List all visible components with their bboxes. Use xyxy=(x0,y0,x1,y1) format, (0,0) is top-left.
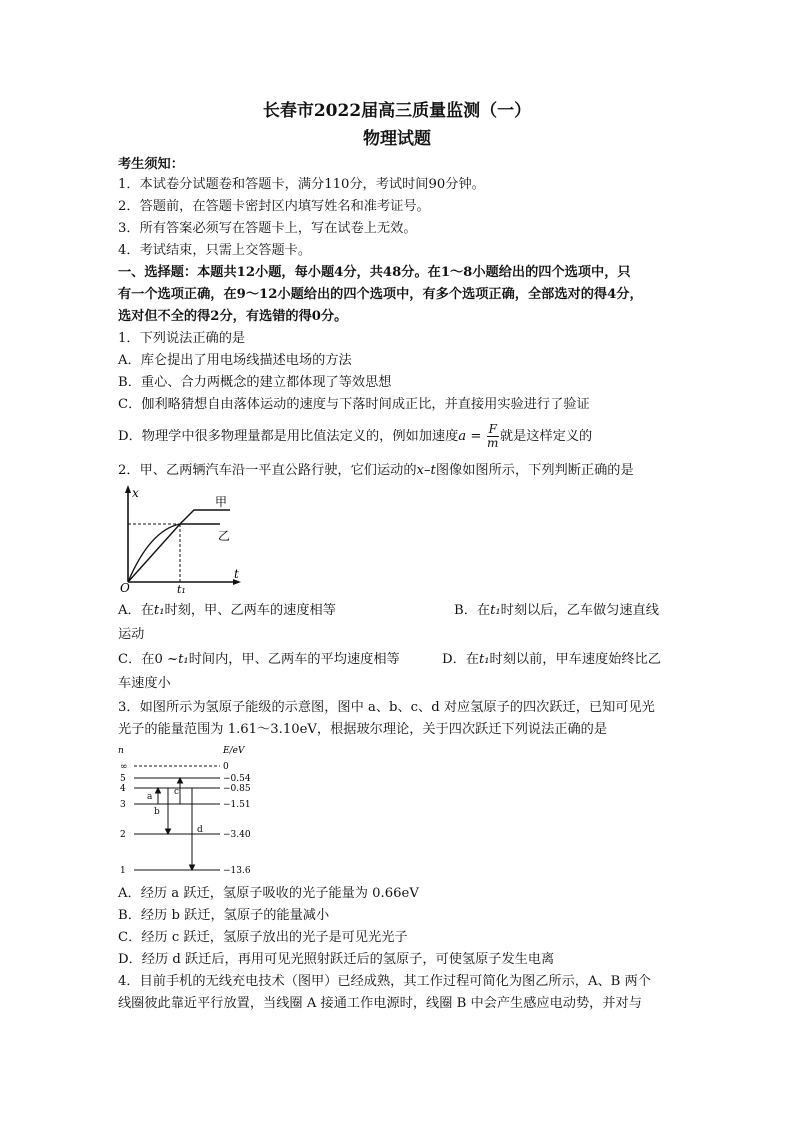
transition-a-arrow xyxy=(156,788,161,793)
question-2-option-b-cont: 运动 xyxy=(118,627,145,642)
origin-label: O xyxy=(120,581,130,595)
yi-label: 乙 xyxy=(218,529,231,543)
option-d-text: D．物理学中很多物理量都是用比值法定义的，例如加速度 xyxy=(118,429,459,444)
question-4-stem: 4．目前手机的无线充电技术（图甲）已经成熟，其工作过程可简化为图乙所示，A、B 两个 xyxy=(118,974,651,989)
stem-variable: x–t xyxy=(416,463,436,478)
transition-d-label: d xyxy=(197,825,203,835)
section-instructions: 一、选择题：本题共12小题，每小题4分，共48分。在1～8小题给出的四个选项中，只 xyxy=(118,265,631,280)
fraction-denominator: m xyxy=(487,436,499,450)
option-c-text-end: 时间内，甲、乙两车的平均速度相等 xyxy=(188,652,400,667)
option-a-variable: t₁ xyxy=(153,603,165,618)
question-2-option-c xyxy=(118,650,400,670)
question-2-option-d xyxy=(442,650,661,670)
yi-curve xyxy=(128,524,220,582)
section-instructions: 选对但不全的得2分，有选错的得0分。 xyxy=(118,309,348,324)
formula-equals: = xyxy=(466,429,486,444)
energy-level-diagram xyxy=(112,742,262,880)
question-2-option-a xyxy=(118,601,336,621)
transition-c-label: c xyxy=(174,787,180,797)
xt-graph xyxy=(112,482,247,595)
notice-item: 2．答题前，在答题卡密封区内填写姓名和准考证号。 xyxy=(118,199,430,214)
n-label: n xyxy=(118,746,124,756)
question-3-option-b: B．经历 b 跃迁，氢原子的能量减小 xyxy=(118,908,330,923)
t1-label: t₁ xyxy=(177,583,186,595)
level-energy-label: −1.51 xyxy=(223,800,251,810)
stem-text: 2．甲、乙两辆汽车沿一平直公路行驶，它们运动的 xyxy=(118,463,417,478)
notice-item: 1．本试卷分试题卷和答题卡，满分110分，考试时间90分钟。 xyxy=(118,177,485,192)
question-1-option-b: B．重心、合力两概念的建立都体现了等效思想 xyxy=(118,375,392,390)
level-n-label: 1 xyxy=(120,866,126,876)
level-n-label: 2 xyxy=(120,830,126,840)
notice-heading: 考生须知： xyxy=(118,157,184,172)
notice-item: 4．考试结束，只需上交答题卡。 xyxy=(118,243,312,258)
energy-unit-label: E/eV xyxy=(223,746,245,756)
formula-fraction xyxy=(487,423,499,450)
question-2-option-d-cont: 车速度小 xyxy=(118,676,171,691)
level-n-label: 3 xyxy=(120,800,126,810)
level-energy-label: −13.6 xyxy=(223,866,251,876)
option-d-text-end: 就是这样定义的 xyxy=(499,429,593,444)
question-3-option-c: C．经历 c 跃迁，氢原子放出的光子是可见光光子 xyxy=(118,930,408,945)
stem-text-end: 图像如图所示，下列判断正确的是 xyxy=(435,463,634,478)
question-2-option-b xyxy=(454,601,659,621)
transition-d-arrow xyxy=(190,865,195,870)
question-3-stem-cont: 光子的能量范围为 1.61～3.10eV，根据玻尔理论，关于四次跃迁下列说法正确的是 xyxy=(118,722,608,737)
section-instructions: 有一个选项正确，在9～12小题给出的四个选项中，有多个选项正确，全部选对的得4分， xyxy=(118,287,643,302)
formula-variable: a xyxy=(458,429,467,444)
transition-b-arrow xyxy=(166,829,171,834)
transition-c-arrow xyxy=(178,778,183,783)
question-1-option-c: C．伽利略猜想自由落体运动的速度与下落时间成正比，并直接用实验进行了验证 xyxy=(118,397,590,412)
fraction-numerator: F xyxy=(488,422,497,436)
option-b-text: B．在 xyxy=(454,603,491,618)
question-1-stem: 1．下列说法正确的是 xyxy=(118,331,246,346)
level-n-label: 5 xyxy=(120,774,126,784)
level-energy-label: −3.40 xyxy=(223,830,251,840)
question-3-stem: 3．如图所示为氢原子能级的示意图，图中 a、b、c、d 对应氢原子的四次跃迁，已知可见光 xyxy=(118,700,655,715)
level-energy-label: −0.54 xyxy=(223,774,251,784)
option-d-variable: t₁ xyxy=(478,652,490,667)
level-energy-label: 0 xyxy=(223,762,229,772)
question-3-option-a: A．经历 a 跃迁，氢原子吸收的光子能量为 0.66eV xyxy=(118,886,419,901)
x-axis-label: t xyxy=(234,567,239,581)
option-d-text-end: 时刻以前，甲车速度始终比乙 xyxy=(489,652,661,667)
transition-a-label: a xyxy=(147,792,153,802)
exam-title: 长春市2022届高三质量监测（一） xyxy=(262,101,532,121)
level-energy-label: −0.85 xyxy=(223,784,251,794)
question-4-stem-cont: 线圈彼此靠近平行放置，当线圈 A 接通工作电源时，线圈 B 中会产生感应电动势，并对与 xyxy=(118,996,642,1011)
option-b-variable: t₁ xyxy=(490,603,501,618)
question-1-option-a: A．库仑提出了用电场线描述电场的方法 xyxy=(118,353,352,368)
exam-subtitle: 物理试题 xyxy=(363,129,431,149)
option-a-text-end: 时刻，甲、乙两车的速度相等 xyxy=(164,603,336,618)
option-a-text: A．在 xyxy=(118,603,154,618)
option-d-text: D．在 xyxy=(442,652,479,667)
option-c-variable: t₁ xyxy=(178,652,189,667)
transition-b-label: b xyxy=(154,807,160,817)
jia-label: 甲 xyxy=(215,495,228,509)
level-n-label: 4 xyxy=(120,784,126,794)
level-n-label: ∞ xyxy=(120,762,128,772)
jia-line xyxy=(128,510,230,582)
y-axis-label: x xyxy=(132,486,139,500)
question-2-stem xyxy=(118,461,634,481)
question-3-option-d: D．经历 d 跃迁后，再用可见光照射跃迁后的氢原子，可使氢原子发生电离 xyxy=(118,952,555,967)
question-1-option-d xyxy=(118,420,592,454)
option-b-text-end: 时刻以后，乙车做匀速直线 xyxy=(500,603,659,618)
notice-item: 3．所有答案必须写在答题卡上，写在试卷上无效。 xyxy=(118,221,417,236)
y-axis-arrow xyxy=(125,485,131,493)
option-c-text: C．在0 ~ xyxy=(118,652,179,667)
